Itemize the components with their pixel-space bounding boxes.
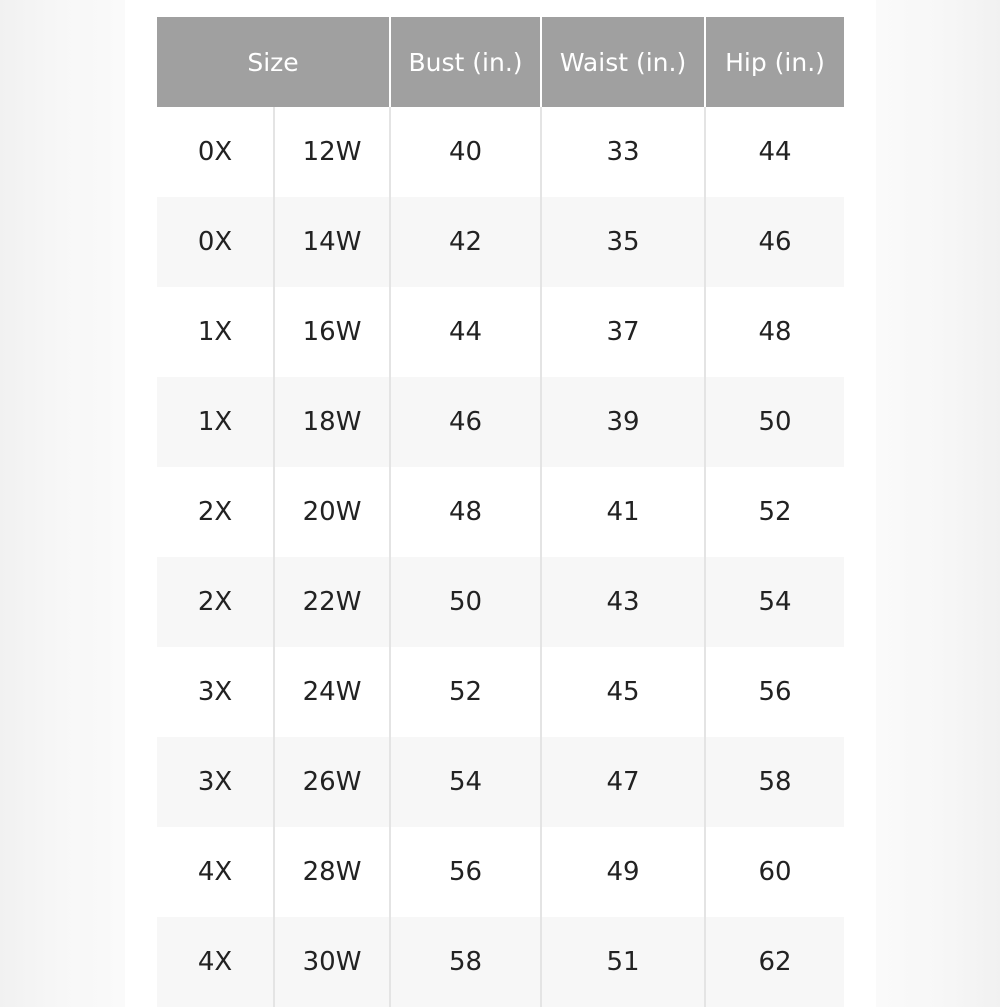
cell-waist: 49: [541, 827, 705, 917]
cell-size-w: 24W: [274, 647, 390, 737]
cell-hip: 56: [705, 647, 844, 737]
cell-size-x: 2X: [157, 467, 274, 557]
table-row: [157, 197, 844, 287]
cell-waist: 45: [541, 647, 705, 737]
cell-size-x: 1X: [157, 287, 274, 377]
cell-hip: 58: [705, 737, 844, 827]
cell-hip: 62: [705, 917, 844, 1007]
cell-bust: 42: [390, 197, 541, 287]
cell-waist: 37: [541, 287, 705, 377]
table-row: [157, 917, 844, 1007]
table-row: [157, 287, 844, 377]
cell-bust: 40: [390, 107, 541, 197]
header-waist: Waist (in.): [541, 17, 705, 107]
cell-waist: 39: [541, 377, 705, 467]
cell-bust: 56: [390, 827, 541, 917]
cell-bust: 54: [390, 737, 541, 827]
cell-size-w: 12W: [274, 107, 390, 197]
cell-size-x: 3X: [157, 647, 274, 737]
table-row: [157, 467, 844, 557]
cell-hip: 54: [705, 557, 844, 647]
cell-size-x: 0X: [157, 107, 274, 197]
size-chart-table: [157, 17, 844, 1007]
cell-size-w: 26W: [274, 737, 390, 827]
cell-size-w: 30W: [274, 917, 390, 1007]
cell-bust: 48: [390, 467, 541, 557]
cell-size-x: 4X: [157, 917, 274, 1007]
cell-size-x: 4X: [157, 827, 274, 917]
cell-size-w: 28W: [274, 827, 390, 917]
cell-bust: 58: [390, 917, 541, 1007]
cell-bust: 50: [390, 557, 541, 647]
cell-hip: 46: [705, 197, 844, 287]
cell-hip: 50: [705, 377, 844, 467]
cell-size-w: 14W: [274, 197, 390, 287]
cell-bust: 44: [390, 287, 541, 377]
header-size: Size: [157, 17, 390, 107]
cell-bust: 52: [390, 647, 541, 737]
cell-hip: 44: [705, 107, 844, 197]
cell-size-w: 18W: [274, 377, 390, 467]
cell-size-w: 22W: [274, 557, 390, 647]
cell-hip: 48: [705, 287, 844, 377]
cell-hip: 52: [705, 467, 844, 557]
cell-size-x: 1X: [157, 377, 274, 467]
table-row: [157, 107, 844, 197]
table-row: [157, 827, 844, 917]
cell-waist: 41: [541, 467, 705, 557]
cell-size-x: 3X: [157, 737, 274, 827]
cell-hip: 60: [705, 827, 844, 917]
cell-waist: 35: [541, 197, 705, 287]
cell-size-w: 20W: [274, 467, 390, 557]
cell-waist: 43: [541, 557, 705, 647]
cell-size-w: 16W: [274, 287, 390, 377]
cell-waist: 51: [541, 917, 705, 1007]
cell-waist: 47: [541, 737, 705, 827]
header-hip: Hip (in.): [705, 17, 844, 107]
table-body: [157, 107, 844, 1007]
table-row: [157, 557, 844, 647]
cell-waist: 33: [541, 107, 705, 197]
header-bust: Bust (in.): [390, 17, 541, 107]
cell-size-x: 2X: [157, 557, 274, 647]
cell-size-x: 0X: [157, 197, 274, 287]
table-row: [157, 377, 844, 467]
cell-bust: 46: [390, 377, 541, 467]
table-header-row: [157, 17, 844, 107]
table-row: [157, 737, 844, 827]
table-row: [157, 647, 844, 737]
